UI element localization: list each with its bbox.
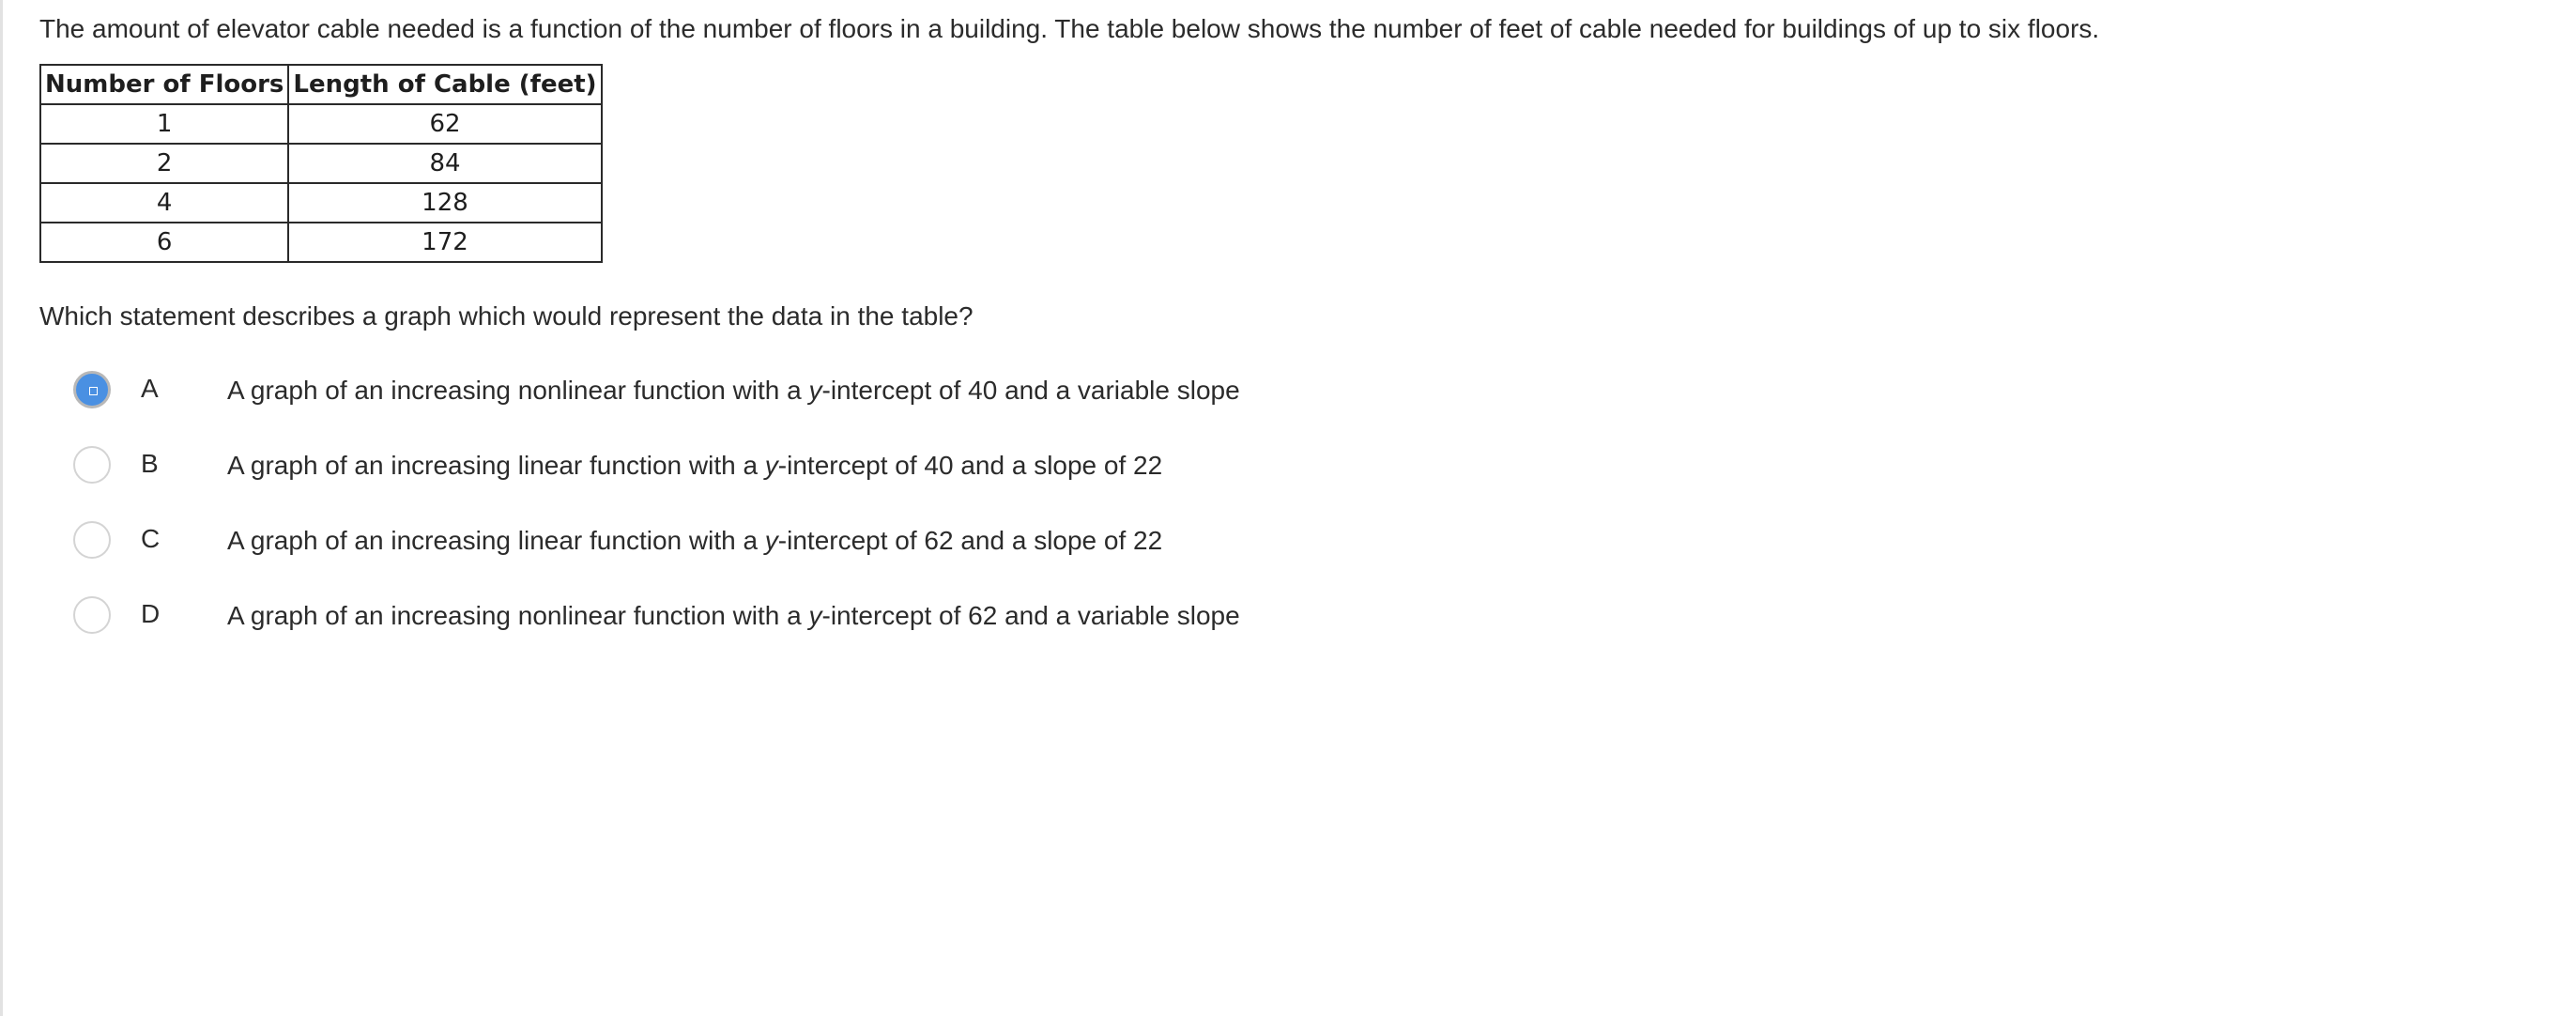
choice-letter: D <box>141 599 161 628</box>
radio-button-d[interactable] <box>73 596 111 634</box>
table-cell-floors: 4 <box>40 183 288 223</box>
radio-button-a[interactable] <box>73 371 111 408</box>
choice-text[interactable]: A graph of an increasing linear function with a y-intercept of 62 and a slope of 22 <box>227 526 1163 555</box>
question-text: Which statement describes a graph which would represent the data in the table? <box>39 301 974 331</box>
left-border <box>0 0 3 1016</box>
table-cell-floors: 1 <box>40 104 288 144</box>
answer-choice-c[interactable] <box>73 521 1388 566</box>
data-table <box>39 64 603 263</box>
choice-letter: C <box>141 524 161 553</box>
column-header-floors: Number of Floors <box>40 65 288 104</box>
radio-button-c[interactable] <box>73 521 111 559</box>
table-cell-length: 128 <box>288 183 601 223</box>
choice-letter: B <box>141 449 159 478</box>
table-cell-length: 62 <box>288 104 601 144</box>
table-cell-length: 84 <box>288 144 601 183</box>
answer-choice-b[interactable] <box>73 446 1388 491</box>
table-header-row <box>40 65 602 104</box>
table-cell-length: 172 <box>288 223 601 262</box>
choice-letter: A <box>141 374 159 403</box>
choice-text[interactable]: A graph of an increasing nonlinear function with a y-intercept of 62 and a variable slope <box>227 601 1240 630</box>
table-row <box>40 183 602 223</box>
answer-choice-a[interactable] <box>73 371 1388 416</box>
answer-choice-d[interactable] <box>73 596 1388 641</box>
radio-button-b[interactable] <box>73 446 111 484</box>
table-row <box>40 104 602 144</box>
column-header-cable-length: Length of Cable (feet) <box>288 65 601 104</box>
table-cell-floors: 6 <box>40 223 288 262</box>
table-row <box>40 223 602 262</box>
question-prompt: The amount of elevator cable needed is a function of the number of floors in a building. The table below shows the number of feet of cable needed for buildings of up to six floors. <box>39 14 2100 43</box>
choice-text[interactable]: A graph of an increasing linear function with a y-intercept of 40 and a slope of 22 <box>227 451 1163 480</box>
selected-indicator-icon <box>89 387 98 395</box>
table-row <box>40 144 602 183</box>
choice-text[interactable]: A graph of an increasing nonlinear function with a y-intercept of 40 and a variable slope <box>227 376 1240 405</box>
table-cell-floors: 2 <box>40 144 288 183</box>
